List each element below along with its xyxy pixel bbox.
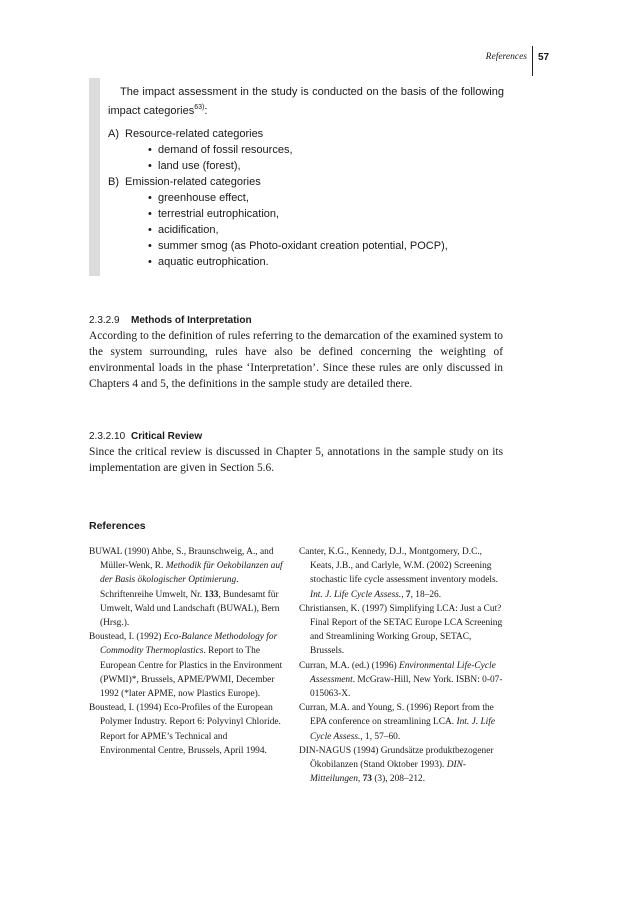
reference-text: Methodik für Oekobilanzen auf der Basis ökologischer Optimierung (100, 561, 283, 586)
reference-entry (89, 545, 284, 630)
reference-entry (299, 744, 504, 787)
impact-categories-box (89, 78, 509, 276)
footnote-ref[interactable]: 63) (194, 104, 205, 111)
category-item: • acidification, (148, 222, 504, 238)
reference-text: Int. J. Life Cycle Assess. (310, 717, 496, 742)
reference-text: . Schriftenreihe Umwelt, Nr. (100, 575, 239, 600)
reference-entry (299, 701, 504, 744)
category-items (148, 190, 504, 270)
category-heading (108, 174, 504, 190)
reference-text: DIN-Mitteilungen (310, 760, 466, 785)
category-item: • greenhouse effect, (148, 190, 504, 206)
section-methods-of-interpretation (89, 315, 503, 392)
reference-text: DIN-NAGUS (1994) Grundsätze produktbezogener Ökobilanzen (Stand Oktober 1993). (299, 745, 494, 771)
reference-text: Curran, M.A. (ed.) (1996) (299, 660, 399, 671)
category-item: • terrestrial eutrophication, (148, 206, 504, 222)
category-label: Emission-related categories (125, 176, 261, 188)
reference-text: , (401, 589, 406, 600)
reference-entry (89, 701, 284, 758)
intro-suffix: : (204, 105, 208, 117)
reference-text: Int. J. Life Cycle Assess. (310, 589, 402, 600)
section-body: Since the critical review is discussed in Chapter 5, annotations in the sample study on its implementation are given in Section 5.6. (89, 446, 503, 474)
reference-text: Canter, K.G., Kennedy, D.J., Montgomery, D.C., Keats, J.B., and Carlyle, W.M. (2002) Screening stochastic life cycle assessment inventory models. (299, 547, 498, 586)
reference-text: Boustead, I. (1994) Eco-Profiles of the European Polymer Industry. Report 6: Polyvinyl Chloride. Report for APME’s Technical and Environmental Centre, Brussels, April 1994. (89, 703, 281, 756)
category-label: Resource-related categories (125, 128, 264, 140)
category-item: • aquatic eutrophication. (148, 254, 504, 270)
reference-text: , 1, 57–60. (360, 731, 401, 742)
reference-text: Boustead, I. (1992) (89, 632, 164, 643)
reference-text: 7 (405, 589, 411, 600)
reference-text: Eco-Balance Methodology for Commodity Thermoplastics (100, 632, 278, 657)
reference-text: 133 (204, 589, 219, 600)
box-intro (108, 84, 504, 119)
reference-entry (299, 545, 504, 602)
reference-entry (89, 630, 284, 701)
references-left-column (89, 545, 284, 758)
reference-text: BUWAL (1990) Ahbe, S., Braunschweig, A., and Müller-Wenk, R. (89, 547, 274, 572)
reference-text: , Bundesamt für Umwelt, Wald und Landschaft (BUWAL), Bern (Hrsg.). (100, 589, 280, 629)
section-title: Methods of Interpretation (131, 315, 252, 326)
reference-text: , (357, 774, 363, 785)
section-heading (89, 431, 503, 442)
reference-entry (299, 659, 504, 702)
reference-entry (299, 602, 504, 659)
section-number: 2.3.2.9 (89, 315, 120, 326)
running-header: References (485, 52, 527, 62)
box-side-bar (89, 78, 100, 276)
references-right-column (299, 545, 504, 786)
category-a (108, 126, 504, 174)
section-body: According to the definition of rules referring to the demarcation of the examined system to the system surrounding, rules have also be defined concerning the weighting of environmental loads in the phase ‘Interpretation’. Since these rules are only discussed in Chapters 4 and 5, the definitions in the sample study are detailed there. (89, 330, 503, 390)
reference-text: Environmental Life-Cycle Assessment (310, 660, 496, 685)
category-b (108, 174, 504, 270)
category-items (148, 142, 504, 174)
category-letter: A) (108, 128, 119, 140)
reference-text: Curran, M.A. and Young, S. (1996) Report from the EPA conference on streamlining LCA. (299, 703, 494, 728)
section-number: 2.3.2.10 (89, 431, 126, 442)
references-heading: References (89, 520, 146, 532)
category-letter: B) (108, 176, 119, 188)
reference-text: , 18–26. (410, 589, 442, 600)
section-heading (89, 315, 503, 326)
box-content (108, 84, 504, 270)
reference-text: 73 (362, 774, 372, 785)
reference-text: . Report to The European Centre for Plastics in the Environment (PWMI)*, Brussels, APME/PWMI, December 1992 (*later APME, now Plastics Europe). (100, 646, 283, 700)
section-critical-review (89, 431, 503, 476)
category-item: • summer smog (as Photo-oxidant creation potential, POCP), (148, 238, 504, 254)
reference-text: Christiansen, K. (1997) Simplifying LCA: Just a Cut? Final Report of the SETAC Europe LCA Screening and Streamlining Working Group, SETAC, Brussels. (299, 603, 503, 657)
header-divider (532, 46, 533, 76)
category-item: • demand of fossil resources, (148, 142, 504, 158)
category-item: • land use (forest), (148, 158, 504, 174)
page-number: 57 (538, 52, 550, 63)
reference-text: . McGraw-Hill, New York. ISBN: 0-07-015063-X. (310, 674, 503, 700)
intro-text: The impact assessment in the study is conducted on the basis of the following impact categories (108, 86, 504, 117)
reference-text: (3), 208–212. (371, 774, 426, 785)
category-heading (108, 126, 504, 142)
section-title: Critical Review (131, 431, 203, 442)
